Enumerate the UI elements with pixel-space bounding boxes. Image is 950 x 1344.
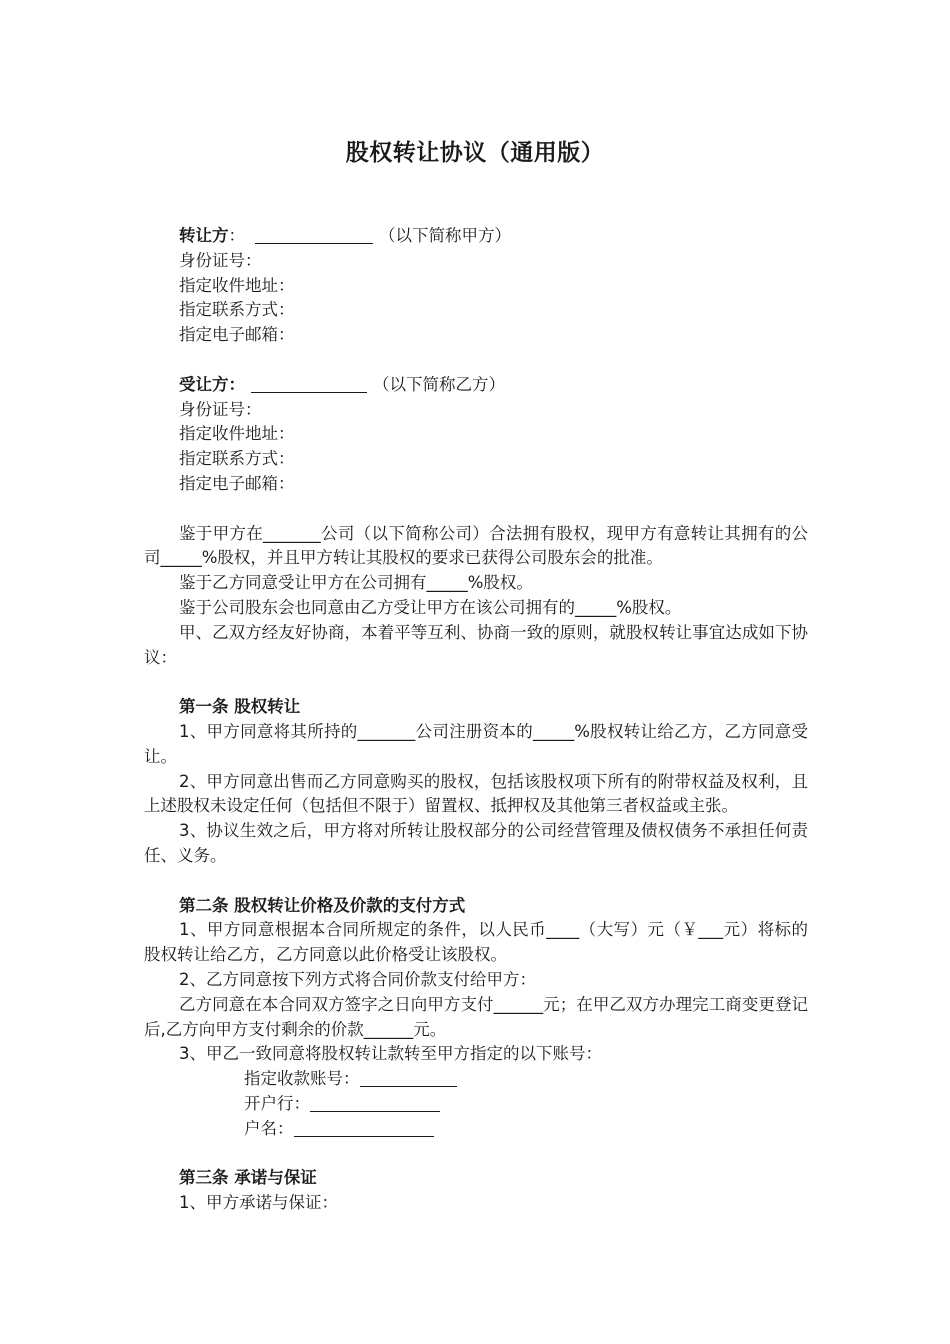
holder-blank <box>294 1119 434 1137</box>
preamble-paragraph: 鉴于公司股东会也同意由乙方受让甲方在该公司拥有的_____%股权。 <box>179 597 682 617</box>
clause: 1、甲方同意根据本合同所规定的条件，以人民币____（大写）元（￥___元）将标的股权转让给乙方，乙方同意以此价格受让该股权。 <box>144 920 808 965</box>
account-label: 指定收款账号： <box>244 1069 360 1089</box>
clause: 2、甲方同意出售而乙方同意购买的股权，包括该股权项下所有的附带权益及权利，且上述股权未设定任何（包括但不限于）留置权、抵押权及其他第三者权益或主张。 <box>144 771 808 816</box>
preamble-paragraph: 甲、乙双方经友好协商，本着平等互利、协商一致的原则，就股权转让事宜达成如下协议： <box>144 622 808 667</box>
transferor-label: 转让方 <box>179 226 229 245</box>
transferor-id: 身份证号： <box>179 250 262 270</box>
preamble-paragraph: 鉴于甲方在_______公司（以下简称公司）合法拥有股权，现甲方有意转让其拥有的公司_____%股权，并且甲方转让其股权的要求已获得公司股东会的批准。 <box>144 523 808 568</box>
article-heading: 第三条 承诺与保证 <box>179 1168 317 1188</box>
transferee-id: 身份证号： <box>179 399 262 419</box>
clause: 3、甲乙一致同意将股权转让款转至甲方指定的以下账号： <box>179 1044 602 1064</box>
article-heading: 第二条 股权转让价格及价款的支付方式 <box>179 895 466 915</box>
document-title: 股权转让协议（通用版） <box>345 140 605 166</box>
clause: 2、乙方同意按下列方式将合同价款支付给甲方： <box>179 969 536 989</box>
transferor-name-blank <box>255 227 373 245</box>
transferee-address: 指定收件地址： <box>179 424 295 444</box>
transferor-address: 指定收件地址： <box>179 275 295 295</box>
transferee-suffix: （以下简称乙方） <box>373 374 505 394</box>
account-line <box>144 1067 808 1092</box>
transferee-name-blank <box>251 375 367 393</box>
clause: 3、协议生效之后，甲方将对所转让股权部分的公司经营管理及债权债务不承担任何责任、义务。 <box>144 821 808 865</box>
bank-blank <box>310 1094 440 1112</box>
preamble-paragraph: 鉴于乙方同意受让甲方在公司拥有_____%股权。 <box>179 573 533 593</box>
clause: 乙方同意在本合同双方签字之日向甲方支付______元；在甲乙双方办理完工商变更登记后,乙方向甲方支付剩余的价款______元。 <box>144 994 808 1039</box>
bank-label: 开户行： <box>244 1093 310 1113</box>
article-heading: 第一条 股权转让 <box>179 697 301 717</box>
clause: 1、甲方承诺与保证： <box>179 1193 338 1213</box>
transferor-contact: 指定联系方式： <box>179 300 295 320</box>
transferor-email: 指定电子邮箱： <box>179 325 295 345</box>
transferee-contact: 指定联系方式： <box>179 449 295 469</box>
holder-label: 户名： <box>244 1118 294 1138</box>
transferor-suffix: （以下简称甲方） <box>379 226 511 245</box>
transferor-line: 转让方： （以下简称甲方） <box>179 226 511 245</box>
document-body <box>144 224 808 1216</box>
account-blank <box>360 1070 457 1088</box>
clause: 1、甲方同意将其所持的_______公司注册资本的_____%股权转让给乙方，乙方同意受让。 <box>144 721 808 766</box>
holder-line <box>144 1117 808 1142</box>
transferee-line <box>144 373 808 398</box>
bank-line <box>144 1092 808 1117</box>
transferee-label: 受让方： <box>179 374 245 394</box>
transferee-email: 指定电子邮箱： <box>179 473 295 493</box>
